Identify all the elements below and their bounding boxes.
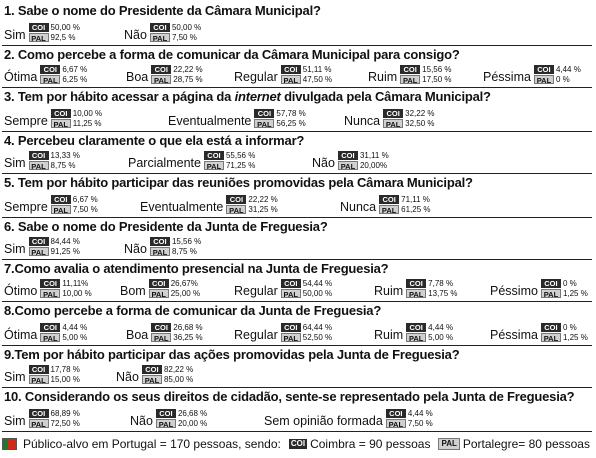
coi-tag: COI — [379, 195, 399, 204]
question-2 — [2, 46, 592, 88]
result-box — [541, 322, 588, 342]
option-sempre — [4, 108, 102, 128]
coi-value: 22,22 % — [173, 64, 203, 74]
pal-tag: PAL — [383, 119, 403, 128]
pal-tag: PAL — [400, 75, 420, 84]
footer-pal-text: Portalegre= 80 pessoas — [462, 437, 590, 451]
result-box — [29, 408, 80, 428]
pal-tag: PAL — [29, 375, 49, 384]
question-title — [4, 89, 491, 104]
result-box — [254, 108, 305, 128]
coi-tag: COI — [51, 195, 71, 204]
option-label: Sem opinião formada — [264, 414, 383, 428]
result-box — [151, 64, 202, 84]
coi-tag: COI — [281, 65, 301, 74]
result-box — [406, 322, 453, 342]
coi-tag: COI — [400, 65, 420, 74]
option-otima — [4, 64, 87, 84]
result-box — [40, 322, 87, 342]
option-sim — [4, 408, 80, 428]
result-box — [29, 22, 80, 42]
option-label: Não — [130, 414, 153, 428]
question-title: 6. Sabe o nome do Presidente da Junta de Freguesia? — [4, 219, 328, 234]
pal-value: 28,75 % — [173, 74, 203, 84]
pal-value: 20,00 % — [177, 418, 208, 428]
pal-tag: PAL — [149, 289, 169, 298]
result-box — [51, 108, 102, 128]
coi-tag: COI — [226, 195, 246, 204]
coi-value: 51,11 % — [302, 64, 332, 74]
coi-tag: COI — [51, 109, 71, 118]
option-eventualmente — [168, 108, 306, 128]
option-label: Regular — [234, 70, 278, 84]
option-label: Nunca — [340, 200, 377, 214]
pal-value: 7,50 % — [407, 418, 433, 428]
option-label: Sim — [4, 242, 26, 256]
coi-value: 57,78 % — [276, 108, 306, 118]
question-title: 5. Tem por hábito participar das reuniões promovidas pela Câmara Municipal? — [4, 175, 473, 190]
pal-value: 0 % — [555, 74, 570, 84]
pal-value: 8,75 % — [171, 246, 197, 256]
coi-value: 4,44 % — [62, 322, 88, 332]
option-label: Sim — [4, 414, 26, 428]
coi-tag: COI — [281, 323, 301, 332]
result-box — [29, 364, 80, 384]
title-text: divulgada pela Câmara Municipal? — [280, 89, 491, 104]
result-box — [29, 236, 80, 256]
result-box — [204, 150, 255, 170]
option-boa — [126, 322, 203, 342]
coi-tag: COI — [541, 279, 561, 288]
coi-tag: COI — [40, 65, 60, 74]
pal-value: 72,50 % — [50, 418, 80, 428]
pal-value: 56,25 % — [276, 118, 306, 128]
question-6 — [2, 218, 592, 260]
result-box — [51, 194, 98, 214]
pal-tag: PAL — [534, 75, 554, 84]
coi-tag: COI — [338, 151, 358, 160]
pal-value: 91,25 % — [50, 246, 80, 256]
pal-value: 25,00 % — [170, 288, 201, 298]
coi-value: 55,56 % — [225, 150, 256, 160]
pal-tag: PAL — [150, 247, 170, 256]
question-9 — [2, 346, 592, 388]
pal-value: 92,5 % — [50, 32, 76, 42]
coi-value: 50,00 % — [50, 22, 80, 32]
result-box — [142, 364, 193, 384]
result-box — [400, 64, 451, 84]
coi-tag: COI — [29, 237, 49, 246]
pal-value: 17,50 % — [422, 74, 452, 84]
pal-tag: PAL — [281, 289, 301, 298]
result-box — [281, 322, 332, 342]
pal-tag: PAL — [150, 33, 170, 42]
option-regular — [234, 64, 332, 84]
question-8 — [2, 302, 592, 346]
pal-tag: PAL — [379, 205, 399, 214]
pal-value: 1,25 % — [562, 332, 588, 342]
question-10 — [2, 388, 592, 432]
portugal-flag-icon — [2, 438, 17, 450]
pal-value: 5,00 % — [62, 332, 88, 342]
option-pessima — [483, 64, 581, 84]
coi-tag: COI — [142, 365, 162, 374]
question-5 — [2, 174, 592, 218]
coi-tag: COI — [254, 109, 274, 118]
pal-tag: PAL — [151, 333, 171, 342]
question-4 — [2, 132, 592, 174]
pal-tag: PAL — [142, 375, 162, 384]
option-label: Ótima — [4, 328, 38, 342]
pal-tag: PAL — [226, 205, 246, 214]
option-sim — [4, 22, 80, 42]
footer-text: Público-alvo em Portugal = 170 pessoas, sendo: — [23, 437, 281, 451]
option-regular — [234, 278, 332, 298]
option-label: Sim — [4, 156, 26, 170]
coi-tag: COI — [29, 23, 49, 32]
coi-value: 32,22 % — [405, 108, 435, 118]
pal-tag: PAL — [406, 289, 426, 298]
title-text: 3. Tem por hábito acessar a página da — [4, 89, 235, 104]
option-label: Péssima — [483, 70, 531, 84]
option-regular — [234, 322, 332, 342]
coi-value: 68,89 % — [50, 408, 80, 418]
option-label: Ótimo — [4, 284, 38, 298]
option-bom — [120, 278, 200, 298]
pal-value: 47,50 % — [302, 74, 333, 84]
option-label: Boa — [126, 328, 149, 342]
option-nao — [312, 150, 389, 170]
result-box — [281, 278, 332, 298]
pal-value: 10,00 % — [62, 288, 92, 298]
pal-value: 6,25 % — [62, 74, 88, 84]
coi-tag: COI — [29, 409, 49, 418]
coi-value: 13,33 % — [50, 150, 80, 160]
pal-tag: PAL — [29, 33, 49, 42]
option-nao — [116, 364, 193, 384]
coi-tag: COI — [156, 409, 176, 418]
option-nao — [130, 408, 207, 428]
pal-tag: PAL — [40, 289, 60, 298]
coi-value: 6,67 % — [62, 64, 88, 74]
pal-tag: PAL — [204, 161, 224, 170]
option-label: Ótima — [4, 70, 38, 84]
pal-value: 52,50 % — [302, 332, 333, 342]
pal-tag: PAL — [29, 419, 49, 428]
coi-value: 6,67 % — [72, 194, 98, 204]
option-label: Regular — [234, 284, 278, 298]
question-title: 1. Sabe o nome do Presidente da Câmara Municipal? — [4, 3, 321, 18]
question-1 — [2, 2, 592, 46]
option-pessima — [490, 322, 588, 342]
coi-tag: COI — [40, 279, 60, 288]
pal-tag: PAL — [386, 419, 406, 428]
pal-value: 11,25 % — [72, 118, 102, 128]
footer — [2, 433, 594, 455]
question-title: 8.Como percebe a forma de comunicar da Junta de Freguesia? — [4, 303, 382, 318]
pal-value: 31,25 % — [248, 204, 278, 214]
option-label: Boa — [126, 70, 149, 84]
result-box — [379, 194, 430, 214]
coi-value: 10,00 % — [72, 108, 103, 118]
result-box — [29, 150, 80, 170]
pal-value: 36,25 % — [173, 332, 203, 342]
pal-tag: PAL — [406, 333, 426, 342]
option-sim — [4, 150, 80, 170]
option-label: Nunca — [344, 114, 381, 128]
pal-tag: PAL — [541, 289, 561, 298]
pal-tag: PAL — [40, 333, 60, 342]
pal-value: 50,00 % — [302, 288, 333, 298]
coi-tag: COI — [383, 109, 403, 118]
coi-value: 31,11 % — [359, 150, 389, 160]
coi-tag: COI — [151, 323, 171, 332]
option-sempre — [4, 194, 98, 214]
coi-value: 4,44 % — [407, 408, 433, 418]
option-sim — [4, 364, 80, 384]
pal-tag: PAL — [438, 438, 459, 450]
pal-tag: PAL — [281, 75, 301, 84]
result-box — [149, 278, 200, 298]
pal-value: 20,00% — [359, 160, 388, 170]
coi-tag: COI — [406, 279, 426, 288]
pal-tag: PAL — [51, 205, 71, 214]
question-title: 2. Como percebe a forma de comunicar da Câmara Municipal para consigo? — [4, 47, 460, 62]
result-box — [156, 408, 207, 428]
option-label: Sempre — [4, 200, 48, 214]
result-box — [386, 408, 433, 428]
coi-tag: COI — [29, 365, 49, 374]
option-label: Bom — [120, 284, 146, 298]
option-label: Péssimo — [490, 284, 538, 298]
result-box — [40, 278, 91, 298]
option-nunca — [344, 108, 435, 128]
option-label: Não — [116, 370, 139, 384]
coi-value: 64,44 % — [302, 322, 333, 332]
coi-value: 54,44 % — [302, 278, 333, 288]
option-label: Sim — [4, 28, 26, 42]
coi-value: 0 % — [562, 322, 577, 332]
option-label: Não — [124, 28, 147, 42]
option-label: Péssima — [490, 328, 538, 342]
coi-value: 26,68 % — [177, 408, 208, 418]
option-ruim — [374, 322, 453, 342]
result-box — [541, 278, 588, 298]
option-otimo — [4, 278, 92, 298]
pal-tag: PAL — [541, 333, 561, 342]
coi-tag: COI — [149, 279, 169, 288]
question-title: 10. Considerando os seus direitos de cidadão, sente-se representado pela Junta de Freguesia? — [4, 389, 575, 404]
result-box — [40, 64, 87, 84]
coi-tag: COI — [151, 65, 171, 74]
option-boa — [126, 64, 203, 84]
coi-value: 4,44 % — [428, 322, 454, 332]
coi-value: 11,11% — [62, 278, 89, 288]
pal-tag: PAL — [51, 119, 71, 128]
coi-tag: COI — [40, 323, 60, 332]
option-sim — [4, 236, 80, 256]
pal-value: 15,00 % — [50, 374, 80, 384]
pal-value: 1,25 % — [562, 288, 588, 298]
coi-value: 82,22 % — [163, 364, 194, 374]
pal-tag: PAL — [151, 75, 171, 84]
option-nao — [124, 22, 201, 42]
option-label: Eventualmente — [168, 114, 252, 128]
option-ruim — [374, 278, 458, 298]
option-label: Regular — [234, 328, 278, 342]
question-title: 7.Como avalia o atendimento presencial na Junta de Freguesia? — [4, 261, 389, 276]
coi-value: 26,67% — [170, 278, 198, 288]
pal-value: 7,50 % — [171, 32, 197, 42]
pal-tag: PAL — [40, 75, 60, 84]
option-pessimo — [490, 278, 588, 298]
coi-value: 15,56 % — [422, 64, 452, 74]
option-label: Sempre — [4, 114, 48, 128]
pal-tag: PAL — [338, 161, 358, 170]
option-ruim — [368, 64, 452, 84]
option-nunca — [340, 194, 431, 214]
pal-tag: PAL — [254, 119, 274, 128]
pal-value: 85,00 % — [163, 374, 194, 384]
coi-value: 7,78 % — [428, 278, 454, 288]
coi-tag: COI — [29, 151, 49, 160]
coi-tag: COI — [534, 65, 554, 74]
pal-value: 71,25 % — [225, 160, 256, 170]
pal-tag: PAL — [29, 247, 49, 256]
pal-value: 7,50 % — [72, 204, 98, 214]
option-eventualmente — [140, 194, 278, 214]
result-box — [151, 322, 202, 342]
result-box — [383, 108, 434, 128]
coi-value: 17,78 % — [50, 364, 80, 374]
coi-tag: COI — [150, 237, 170, 246]
result-box — [226, 194, 277, 214]
option-label: Ruim — [374, 284, 404, 298]
coi-value: 84,44 % — [50, 236, 80, 246]
pal-value: 13,75 % — [428, 288, 458, 298]
option-parcialmente — [128, 150, 255, 170]
coi-tag: COI — [386, 409, 406, 418]
pal-tag: PAL — [156, 419, 176, 428]
coi-value: 22,22 % — [248, 194, 278, 204]
option-nao — [124, 236, 201, 256]
coi-value: 15,56 % — [171, 236, 202, 246]
option-sem-opiniao — [264, 408, 433, 428]
coi-tag: COI — [541, 323, 561, 332]
coi-value: 4,44 % — [555, 64, 581, 74]
result-box — [281, 64, 332, 84]
coi-tag: COI — [290, 439, 306, 448]
coi-tag: COI — [281, 279, 301, 288]
coi-value: 26,68 % — [173, 322, 203, 332]
question-7 — [2, 260, 592, 302]
result-box — [406, 278, 457, 298]
title-emphasis: internet — [234, 89, 281, 104]
result-box — [150, 236, 201, 256]
pal-tag: PAL — [281, 333, 301, 342]
pal-value: 5,00 % — [428, 332, 454, 342]
option-label: Não — [124, 242, 147, 256]
coi-tag: COI — [406, 323, 426, 332]
pal-value: 32,50 % — [405, 118, 435, 128]
pal-value: 61,25 % — [401, 204, 431, 214]
result-box — [150, 22, 201, 42]
option-label: Não — [312, 156, 335, 170]
option-label: Ruim — [374, 328, 404, 342]
question-3 — [2, 88, 592, 132]
pal-value: 8,75 % — [50, 160, 76, 170]
coi-value: 50,00 % — [171, 22, 202, 32]
option-label: Parcialmente — [128, 156, 201, 170]
option-label: Eventualmente — [140, 200, 224, 214]
coi-tag: COI — [204, 151, 224, 160]
pal-tag: PAL — [29, 161, 49, 170]
coi-value: 0 % — [562, 278, 577, 288]
result-box — [534, 64, 581, 84]
question-title: 4. Percebeu claramente o que ela está a informar? — [4, 133, 305, 148]
question-title: 9.Tem por hábito participar das ações promovidas pela Junta de Freguesia? — [4, 347, 460, 362]
coi-tag: COI — [150, 23, 170, 32]
option-label: Sim — [4, 370, 26, 384]
result-box — [338, 150, 389, 170]
option-label: Ruim — [368, 70, 398, 84]
footer-coi-text: Coimbra = 90 pessoas — [310, 437, 431, 451]
option-otima — [4, 322, 87, 342]
coi-value: 71,11 % — [401, 194, 430, 204]
